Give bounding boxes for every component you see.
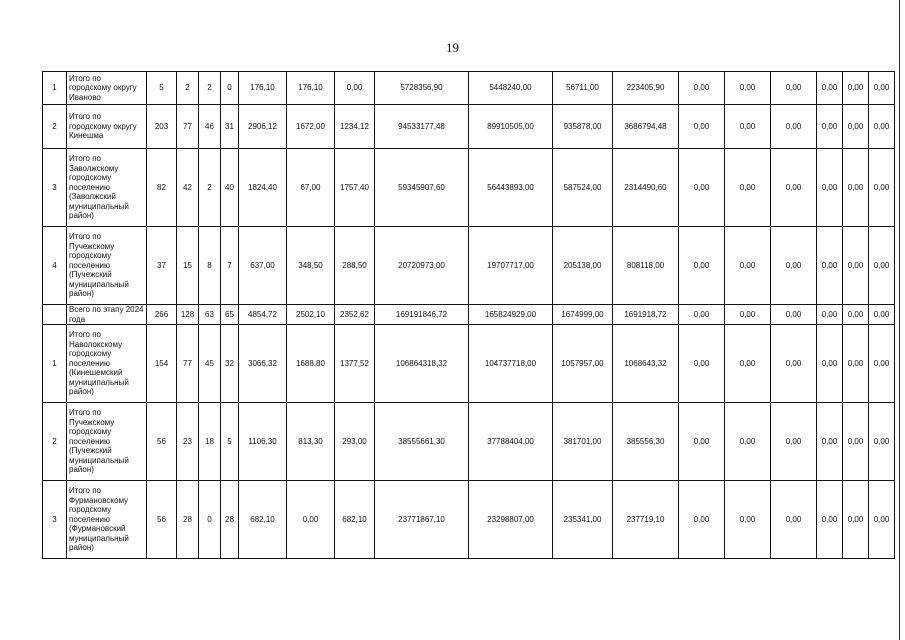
table-cell: 0,00 [843,149,869,227]
table-cell: 63 [199,305,221,325]
table-cell: 0,00 [771,325,817,403]
table-cell: 381701,00 [553,403,613,481]
table-cell: 0 [221,72,239,105]
table-cell: 31 [221,105,239,149]
table-cell: 0,00 [725,403,771,481]
table-cell: 82 [147,149,177,227]
row-number: 1 [43,72,67,105]
table-cell: 56 [147,481,177,559]
row-number: 2 [43,105,67,149]
table-cell: 5448240,00 [469,72,553,105]
table-cell: 0,00 [679,227,725,305]
table-cell: 56 [147,403,177,481]
table-row [43,72,895,105]
table-cell: 0,00 [725,105,771,149]
table-cell: 45 [199,325,221,403]
row-name: Итого по Пучежскому городскому поселению (Пучежский муниципальный район) [67,403,147,481]
table-cell: 176,10 [239,72,287,105]
table-cell: 77 [177,325,199,403]
table-cell: 0,00 [679,149,725,227]
row-name: Итого по городскому округу Кинешма [67,105,147,149]
table-cell: 0,00 [725,72,771,105]
table-cell: 56711,00 [553,72,613,105]
table-cell: 2502,10 [287,305,335,325]
data-table [42,71,895,559]
table-cell: 0,00 [679,305,725,325]
table-cell: 104737718,00 [469,325,553,403]
table-cell: 154 [147,325,177,403]
table-cell: 169191846,72 [375,305,469,325]
table-cell: 7 [221,227,239,305]
table-cell: 3066,32 [239,325,287,403]
table-cell: 0,00 [843,403,869,481]
table-row [43,403,895,481]
table-cell: 2 [177,72,199,105]
table-cell: 23 [177,403,199,481]
table-cell: 0,00 [725,305,771,325]
table-cell: 348,50 [287,227,335,305]
table-row [43,149,895,227]
table-cell: 0,00 [817,325,843,403]
table-cell: 0,00 [817,481,843,559]
table-cell: 42 [177,149,199,227]
table-cell: 0,00 [335,72,375,105]
row-name: Итого по городскому округу Иваново [67,72,147,105]
table-cell: 0,00 [817,105,843,149]
table-cell: 0,00 [869,305,895,325]
table-cell: 1691918,72 [613,305,679,325]
row-name: Итого по Фурмановскому городскому поселению (Фурмановский муниципальный район) [67,481,147,559]
table-cell: 0,00 [869,227,895,305]
table-cell: 0,00 [679,105,725,149]
table-row [43,481,895,559]
table-cell: 0,00 [679,481,725,559]
table-cell: 813,30 [287,403,335,481]
table-cell: 266 [147,305,177,325]
table-cell: 682,10 [335,481,375,559]
table-cell: 0,00 [771,227,817,305]
table-cell: 38555661,30 [375,403,469,481]
table-cell: 165824929,00 [469,305,553,325]
table-cell: 0,00 [843,105,869,149]
table-cell: 288,50 [335,227,375,305]
page-number: 19 [446,40,459,55]
table-cell: 94533177,48 [375,105,469,149]
table-cell: 2 [199,149,221,227]
table-cell: 28 [177,481,199,559]
table-cell: 808118,00 [613,227,679,305]
table-cell: 0,00 [771,105,817,149]
table-cell: 0,00 [817,305,843,325]
table-cell: 19707717,00 [469,227,553,305]
table-body [43,72,895,559]
table-cell: 23298807,00 [469,481,553,559]
table-cell: 0,00 [679,325,725,403]
table-cell: 0,00 [817,403,843,481]
table-cell: 8 [199,227,221,305]
table-cell: 5728356,90 [375,72,469,105]
table-cell: 37 [147,227,177,305]
row-name: Итого по Наволокскому городскому поселению (Кинешемский муниципальный район) [67,325,147,403]
table-cell: 46 [199,105,221,149]
row-number: 3 [43,481,67,559]
table-cell: 0,00 [869,72,895,105]
table-cell: 1106,30 [239,403,287,481]
row-name: Итого по Заволжскому городскому поселению (Заволжский муниципальный район) [67,149,147,227]
table-cell: 385556,30 [613,403,679,481]
table-cell: 205138,00 [553,227,613,305]
table-cell: 0,00 [771,481,817,559]
table-cell: 223405,90 [613,72,679,105]
table-cell: 5 [221,403,239,481]
table-cell: 77 [177,105,199,149]
table-cell: 0,00 [725,481,771,559]
table-cell: 935878,00 [553,105,613,149]
table-cell: 0,00 [725,149,771,227]
table-cell: 0,00 [679,403,725,481]
table-row [43,305,895,325]
table-cell: 0,00 [843,305,869,325]
table-cell: 59345907,60 [375,149,469,227]
table-cell: 1674999,00 [553,305,613,325]
row-name: Итого по Пучежскому городскому поселению (Пучежский муниципальный район) [67,227,147,305]
table-row [43,227,895,305]
table-cell: 65 [221,305,239,325]
table-cell: 1068643,32 [613,325,679,403]
table-cell: 128 [177,305,199,325]
row-name: Всего по этапу 2024 года [67,305,147,325]
table-cell: 15 [177,227,199,305]
table-cell: 0,00 [725,227,771,305]
table-cell: 28 [221,481,239,559]
table-cell: 176,10 [287,72,335,105]
table-cell: 2906,12 [239,105,287,149]
table-cell: 0,00 [869,105,895,149]
table-cell: 0,00 [287,481,335,559]
table-cell: 1688,80 [287,325,335,403]
table-cell: 20720973,00 [375,227,469,305]
table-cell: 1824,40 [239,149,287,227]
table-cell: 37788404,00 [469,403,553,481]
table-cell: 1234,12 [335,105,375,149]
table-cell: 682,10 [239,481,287,559]
table-container [42,71,895,559]
table-cell: 0,00 [843,72,869,105]
row-number [43,305,67,325]
table-cell: 0,00 [817,149,843,227]
table-cell: 0,00 [679,72,725,105]
table-cell: 5 [147,72,177,105]
row-number: 2 [43,403,67,481]
table-cell: 0,00 [869,325,895,403]
table-cell: 89910505,00 [469,105,553,149]
table-cell: 1377,52 [335,325,375,403]
row-number: 4 [43,227,67,305]
table-cell: 0,00 [725,325,771,403]
table-cell: 0,00 [869,481,895,559]
page-edge-line [899,0,900,640]
table-cell: 1672,00 [287,105,335,149]
table-cell: 0,00 [869,403,895,481]
table-cell: 1757,40 [335,149,375,227]
table-cell: 0,00 [771,403,817,481]
table-cell: 40 [221,149,239,227]
table-cell: 237719,10 [613,481,679,559]
table-row [43,105,895,149]
row-number: 3 [43,149,67,227]
table-cell: 235341,00 [553,481,613,559]
table-cell: 0,00 [843,481,869,559]
table-cell: 3686794,48 [613,105,679,149]
table-cell: 56443893,00 [469,149,553,227]
table-cell: 0,00 [843,325,869,403]
table-cell: 67,00 [287,149,335,227]
table-cell: 106864318,32 [375,325,469,403]
table-cell: 0,00 [771,72,817,105]
table-cell: 0,00 [869,149,895,227]
table-cell: 203 [147,105,177,149]
table-cell: 2314490,60 [613,149,679,227]
table-cell: 637,00 [239,227,287,305]
table-cell: 0,00 [771,305,817,325]
table-cell: 0,00 [817,72,843,105]
table-cell: 0,00 [817,227,843,305]
table-cell: 4854,72 [239,305,287,325]
table-cell: 23771867,10 [375,481,469,559]
table-cell: 1057957,00 [553,325,613,403]
table-row [43,325,895,403]
table-cell: 0,00 [843,227,869,305]
table-cell: 18 [199,403,221,481]
table-cell: 2352,62 [335,305,375,325]
table-cell: 2 [199,72,221,105]
table-cell: 0,00 [771,149,817,227]
row-number: 1 [43,325,67,403]
table-cell: 293,00 [335,403,375,481]
table-cell: 587524,00 [553,149,613,227]
table-cell: 32 [221,325,239,403]
table-cell: 0 [199,481,221,559]
